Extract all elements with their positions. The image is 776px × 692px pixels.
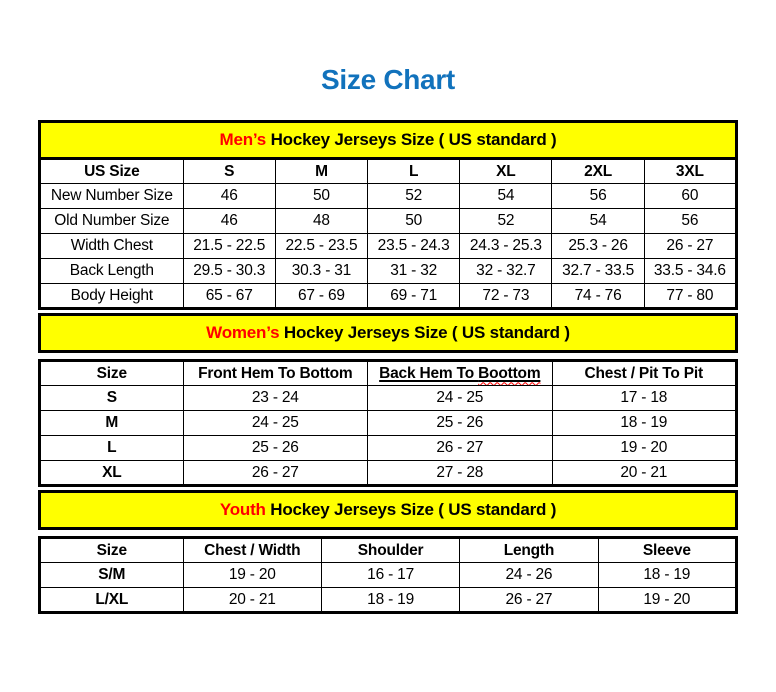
row-label-cell: L/XL: [40, 588, 184, 613]
value-cell: 19 - 20: [598, 588, 736, 613]
value-cell: 26 - 27: [644, 234, 736, 259]
column-header: Front Hem To Bottom: [183, 361, 367, 386]
value-cell: 18 - 19: [598, 563, 736, 588]
value-cell: 26 - 27: [460, 588, 598, 613]
value-cell: 26 - 27: [368, 436, 552, 461]
column-header: Size: [40, 538, 184, 563]
value-cell: 65 - 67: [183, 284, 275, 309]
column-header: Shoulder: [321, 538, 459, 563]
value-cell: 32 - 32.7: [460, 259, 552, 284]
value-cell: 46: [183, 184, 275, 209]
column-header: S: [183, 159, 275, 184]
value-cell: 20 - 21: [183, 588, 321, 613]
caption-rest: Hockey Jerseys Size ( US standard ): [265, 500, 557, 519]
page-title: Size Chart: [321, 64, 455, 95]
value-cell: 23.5 - 24.3: [368, 234, 460, 259]
value-cell: 20 - 21: [552, 461, 736, 486]
table-row: [40, 436, 737, 461]
mens-size-table: [38, 157, 738, 310]
value-cell: 22.5 - 23.5: [275, 234, 367, 259]
value-cell: 77 - 80: [644, 284, 736, 309]
value-cell: 54: [460, 184, 552, 209]
mens-table-caption: [38, 120, 738, 157]
column-header: [368, 361, 552, 386]
column-header: 2XL: [552, 159, 644, 184]
value-cell: 50: [275, 184, 367, 209]
value-cell: 18 - 19: [552, 411, 736, 436]
row-label-cell: Width Chest: [40, 234, 184, 259]
row-label-cell: S: [40, 386, 184, 411]
caption-rest: Hockey Jerseys Size ( US standard ): [279, 323, 570, 342]
header-row: [40, 159, 737, 184]
row-label-cell: XL: [40, 461, 184, 486]
column-header: L: [368, 159, 460, 184]
value-cell: 32.7 - 33.5: [552, 259, 644, 284]
value-cell: 60: [644, 184, 736, 209]
value-cell: 72 - 73: [460, 284, 552, 309]
value-cell: 25 - 26: [368, 411, 552, 436]
value-cell: 18 - 19: [321, 588, 459, 613]
table-row: [40, 563, 737, 588]
value-cell: 56: [644, 209, 736, 234]
table-row: [40, 588, 737, 613]
row-label-cell: S/M: [40, 563, 184, 588]
value-cell: 19 - 20: [552, 436, 736, 461]
value-cell: 67 - 69: [275, 284, 367, 309]
table-row: [40, 411, 737, 436]
womens-size-table: [38, 359, 738, 487]
value-cell: 21.5 - 22.5: [183, 234, 275, 259]
caption-rest: Hockey Jerseys Size ( US standard ): [266, 130, 557, 149]
value-cell: 19 - 20: [183, 563, 321, 588]
value-cell: 24.3 - 25.3: [460, 234, 552, 259]
value-cell: 24 - 26: [460, 563, 598, 588]
value-cell: 52: [460, 209, 552, 234]
mens-size-section: [38, 120, 738, 310]
value-cell: 69 - 71: [368, 284, 460, 309]
size-charts-container: [38, 120, 738, 614]
womens-table-caption: [38, 313, 738, 353]
youth-table-caption: [38, 490, 738, 530]
table-row: [40, 184, 737, 209]
value-cell: 50: [368, 209, 460, 234]
value-cell: 23 - 24: [183, 386, 367, 411]
row-label-cell: L: [40, 436, 184, 461]
value-cell: 24 - 25: [183, 411, 367, 436]
column-header: Sleeve: [598, 538, 736, 563]
row-label-cell: M: [40, 411, 184, 436]
row-label-cell: Old Number Size: [40, 209, 184, 234]
value-cell: 30.3 - 31: [275, 259, 367, 284]
table-row: [40, 386, 737, 411]
value-cell: 74 - 76: [552, 284, 644, 309]
value-cell: 33.5 - 34.6: [644, 259, 736, 284]
value-cell: 25 - 26: [183, 436, 367, 461]
table-row: [40, 461, 737, 486]
header-row: [40, 538, 737, 563]
column-header: Chest / Pit To Pit: [552, 361, 736, 386]
column-header: XL: [460, 159, 552, 184]
row-label-cell: Back Length: [40, 259, 184, 284]
value-cell: 27 - 28: [368, 461, 552, 486]
table-row: [40, 284, 737, 309]
value-cell: 54: [552, 209, 644, 234]
column-header: 3XL: [644, 159, 736, 184]
value-cell: 16 - 17: [321, 563, 459, 588]
youth-size-table: [38, 536, 738, 614]
row-label-cell: Body Height: [40, 284, 184, 309]
underlined-header-text: Back Hem To Boottom: [379, 364, 541, 382]
value-cell: 31 - 32: [368, 259, 460, 284]
column-header: US Size: [40, 159, 184, 184]
value-cell: 25.3 - 26: [552, 234, 644, 259]
column-header: Chest / Width: [183, 538, 321, 563]
value-cell: 46: [183, 209, 275, 234]
value-cell: 52: [368, 184, 460, 209]
table-row: [40, 209, 737, 234]
caption-highlight: Men’s: [219, 130, 267, 149]
value-cell: 29.5 - 30.3: [183, 259, 275, 284]
table-row: [40, 259, 737, 284]
value-cell: 26 - 27: [183, 461, 367, 486]
value-cell: 24 - 25: [368, 386, 552, 411]
value-cell: 17 - 18: [552, 386, 736, 411]
column-header: M: [275, 159, 367, 184]
value-cell: 48: [275, 209, 367, 234]
header-row: [40, 361, 737, 386]
table-row: [40, 234, 737, 259]
column-header: Length: [460, 538, 598, 563]
row-label-cell: New Number Size: [40, 184, 184, 209]
value-cell: 56: [552, 184, 644, 209]
caption-highlight: Youth: [219, 500, 266, 519]
caption-highlight: Women’s: [206, 323, 280, 342]
column-header: Size: [40, 361, 184, 386]
youth-size-section: [38, 490, 738, 614]
misspelled-word: Boottom: [478, 364, 541, 382]
womens-size-section: [38, 313, 738, 487]
